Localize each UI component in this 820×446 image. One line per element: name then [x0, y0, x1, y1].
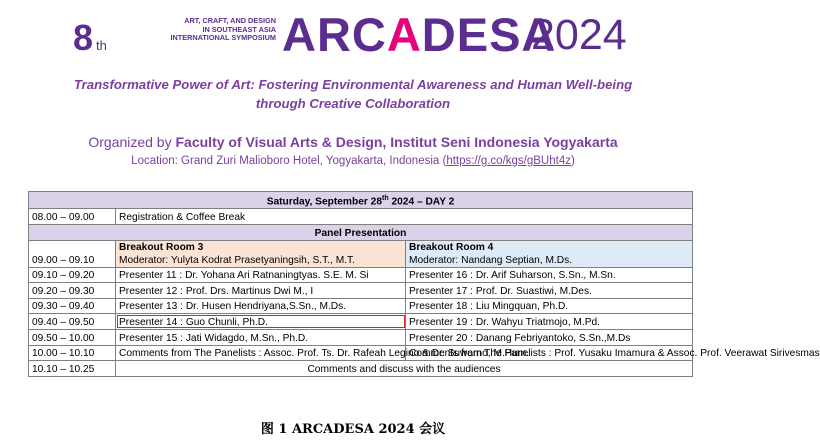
comments-row [29, 345, 693, 361]
discussion-row [29, 361, 693, 377]
brand-logo-text [282, 10, 556, 60]
discussion-activity: Comments and discuss with the audiences [116, 361, 693, 377]
room3-moderator-cell [116, 240, 406, 267]
time-cell: 09.00 – 09.10 [29, 240, 116, 267]
edition-suffix: th [96, 38, 107, 53]
day-header: Saturday, September 28th 2024 – DAY 2 [29, 192, 693, 209]
brand-year: 2024 [531, 11, 627, 59]
time-cell: 10.10 – 10.25 [29, 361, 116, 377]
room4-presenter: Presenter 20 : Danang Febriyantoko, S.Sn.,M.Ds [406, 329, 693, 345]
symposium-line: IN SOUTHEAST ASIA [202, 24, 276, 34]
time-cell: 09.10 – 09.20 [29, 267, 116, 283]
symposium-line: ART, CRAFT, AND DESIGN [184, 16, 276, 25]
theme-line-1: Transformative Power of Art: Fostering Environmental Awareness and Human Well-being [73, 77, 633, 92]
symposium-line: INTERNATIONAL SYMPOSIUM [170, 33, 276, 43]
room3-presenter: Presenter 11 : Dr. Yohana Ari Ratnaningtyas. S.E. M. Si [116, 267, 406, 283]
room3-presenter-highlighted: Presenter 14 : Guo Chunli, Ph.D. [116, 314, 406, 330]
time-cell: 09.30 – 09.40 [29, 298, 116, 314]
time-cell: 10.00 – 10.10 [29, 345, 116, 361]
time-cell: 09.40 – 09.50 [29, 314, 116, 330]
panel-title: Panel Presentation [29, 224, 693, 240]
room3-title: Breakout Room 3 [119, 241, 204, 253]
panel-header-row [29, 224, 693, 240]
brand-part: ARC [282, 8, 387, 61]
room4-moderator: Moderator: Nandang Septian, M.Ds. [409, 254, 573, 266]
room4-presenter: Presenter 19 : Dr. Wahyu Triatmojo, M.Pd. [406, 314, 693, 330]
theme-line-2: through Creative Collaboration [255, 96, 451, 111]
brand-part: DESA [421, 8, 557, 61]
table-row [29, 298, 693, 314]
location-line [0, 155, 706, 167]
time-cell: 09.50 – 10.00 [29, 329, 116, 345]
room3-presenter: Presenter 13 : Dr. Husen Hendriyana,S.Sn., M.Ds. [116, 298, 406, 314]
room4-moderator-cell [406, 240, 693, 267]
room4-presenter: Presenter 16 : Dr. Arif Suharson, S.Sn., M.Sn. [406, 267, 693, 283]
moderator-row [29, 240, 693, 267]
room3-comments: Comments from The Panelists : Assoc. Prof. Ts. Dr. Rafeah Legino & Dr. Suwarno, M.Hum. [116, 345, 406, 361]
time-cell: 08.00 – 09.00 [29, 209, 116, 225]
day-header-row [29, 192, 693, 209]
organizer-line [0, 134, 706, 150]
table-row [29, 329, 693, 345]
location-close: ) [570, 155, 575, 167]
room4-presenter: Presenter 18 : Liu Mingquan, Ph.D. [406, 298, 693, 314]
room3-presenter: Presenter 15 : Jati Widagdo, M.Sn., Ph.D. [116, 329, 406, 345]
table-row [29, 283, 693, 299]
conference-theme [0, 75, 706, 113]
table-row [29, 267, 693, 283]
time-cell: 09.20 – 09.30 [29, 283, 116, 299]
location-text: Location: Grand Zuri Malioboro Hotel, Yogyakarta, Indonesia ( [131, 155, 447, 167]
location-link[interactable]: https://g.co/kgs/gBUht4z [446, 155, 571, 167]
activity-cell: Registration & Coffee Break [116, 209, 693, 225]
figure-caption: 图 1 ARCADESA 2024 会议 [260, 422, 446, 437]
room3-presenter: Presenter 12 : Prof. Drs. Martinus Dwi M., I [116, 283, 406, 299]
symposium-label [124, 17, 276, 43]
room4-comments: Comments from The Panelists : Prof. Yusaku Imamura & Assoc. Prof. Veerawat Sirivesmas [406, 345, 693, 361]
schedule-table [28, 191, 820, 377]
edition-number: 8 [73, 17, 94, 58]
organizer-name: Faculty of Visual Arts & Design, Institut Seni Indonesia Yogyakarta [175, 134, 618, 150]
room4-title: Breakout Room 4 [409, 241, 494, 253]
organizer-prefix: Organized by [88, 134, 176, 150]
table-row [29, 314, 693, 330]
brand-accent-letter: A [386, 8, 422, 61]
conference-header [0, 0, 706, 70]
room3-moderator: Moderator: Yulyta Kodrat Prasetyaningsih, S.T., M.T. [119, 254, 355, 266]
room4-presenter: Presenter 17 : Prof. Dr. Suastiwi, M.Des. [406, 283, 693, 299]
registration-row [29, 209, 693, 225]
